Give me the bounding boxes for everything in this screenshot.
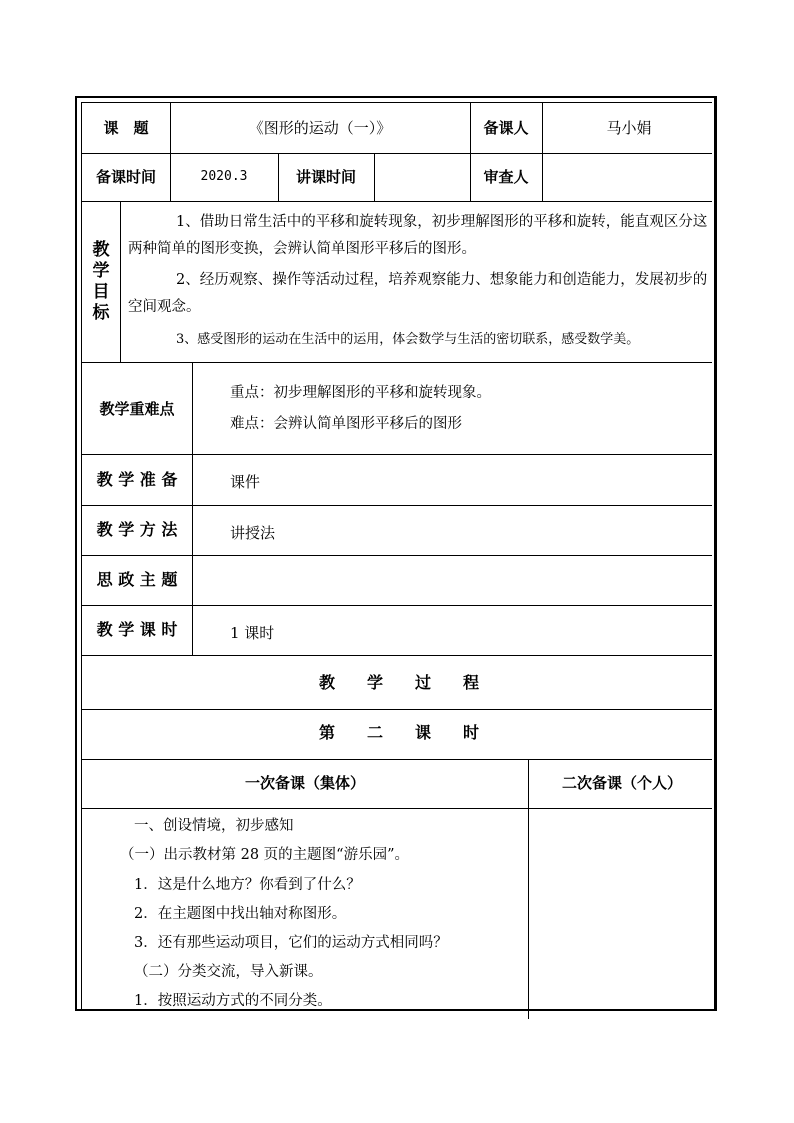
hours-label: 教 学 课 时 — [96, 620, 178, 639]
lesson-plan-table — [75, 96, 717, 1011]
preparer-label: 备课人 — [483, 119, 529, 137]
body-line: 3．还有那些运动项目，它们的运动方式相同吗？ — [134, 935, 448, 951]
key-points-label: 教学重难点 — [99, 400, 175, 418]
topic-label: 课 题 — [103, 119, 149, 137]
row-divider — [82, 808, 712, 809]
goal-item-1: 1、借助日常生活中的平移和旋转现象，初步理解图形的平移和旋转，能直观区分这两种简单的图形变换，会辨认简单图形平移后的图形。 — [128, 214, 708, 257]
lesson-title: 第 二 课 时 — [318, 723, 479, 742]
goal-item-2: 2、经历观察、操作等活动过程，培养观察能力、想象能力和创造能力，发展初步的空间观念。 — [128, 272, 708, 315]
body-line: 1．这是什么地方？你看到了什么？ — [134, 877, 361, 893]
process-title: 教 学 过 程 — [318, 673, 479, 692]
method-label: 教 学 方 法 — [96, 520, 178, 539]
body-line: 2．在主题图中找出轴对称图形。 — [134, 906, 347, 922]
body-line: （二）分类交流，导入新课。 — [134, 964, 323, 980]
prep-time-label: 备课时间 — [95, 168, 156, 186]
col-divider — [528, 759, 529, 1019]
row-divider — [82, 655, 712, 656]
goals-label: 教 学 目 标 — [92, 240, 110, 323]
key-point-difficulty: 难点：会辨认简单图形平移后的图形 — [230, 416, 462, 432]
row-divider — [82, 454, 712, 455]
body-line: 一、创设情境，初步感知 — [134, 818, 294, 834]
row-divider — [82, 201, 712, 202]
body-line: （一）出示教材第 28 页的主题图“游乐园”。 — [120, 847, 409, 863]
body-line: 1．按照运动方式的不同分类。 — [134, 993, 332, 1009]
row-divider — [82, 555, 712, 556]
prep-label: 教 学 准 备 — [96, 470, 178, 489]
prep-value: 课件 — [230, 473, 261, 491]
col-divider — [120, 201, 121, 362]
ideology-label: 思 政 主 题 — [96, 570, 178, 589]
table-grid — [81, 102, 712, 1009]
row-divider — [82, 709, 712, 710]
teach-time-label: 讲课时间 — [295, 168, 356, 186]
row-divider — [82, 153, 712, 154]
row-divider — [82, 362, 712, 363]
first-prep-header: 一次备课（集体） — [244, 774, 365, 792]
key-point-focus: 重点：初步理解图形的平移和旋转现象。 — [230, 385, 491, 401]
method-value: 讲授法 — [230, 524, 276, 542]
second-prep-header: 二次备课（个人） — [561, 774, 682, 792]
goal-item-3: 3、感受图形的运动在生活中的运用，体会数学与生活的密切联系，感受数学美。 — [176, 332, 640, 347]
topic-value: 《图形的运动（一）》 — [248, 119, 392, 137]
col-divider — [374, 153, 375, 201]
reviewer-label: 审查人 — [483, 168, 529, 186]
col-divider — [192, 362, 193, 655]
row-divider — [82, 605, 712, 606]
preparer-value: 马小娟 — [606, 119, 652, 137]
row-divider — [82, 505, 712, 506]
row-divider — [82, 759, 712, 760]
prep-time-value: 2020.3 — [200, 169, 248, 184]
hours-value: 1 课时 — [230, 624, 275, 642]
